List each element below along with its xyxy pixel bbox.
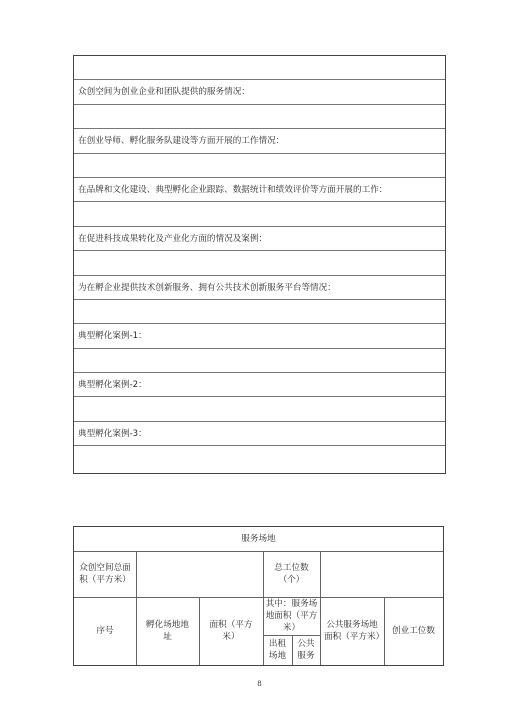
table-row: 在促进科技成果转化及产业化方面的情况及案例：: [74, 227, 445, 251]
service-venue-table: [73, 526, 444, 666]
col-rent-header: 出租场地: [268, 639, 287, 661]
table-row: 在创业导师、孵化服务队建设等方面开展的工作情况：: [74, 129, 445, 153]
col-address-header: 孵化场地地址: [146, 620, 189, 642]
table-row: 众创空间为创业企业和团队提供的服务情况：: [74, 80, 445, 104]
table-row: [74, 349, 445, 373]
col-area-header: 面积（平方米）: [209, 620, 253, 642]
table-row: 典型孵化案例-2：: [74, 373, 445, 397]
table-row: [74, 251, 445, 275]
table-row: [74, 56, 445, 80]
col-seq-header: 序号: [96, 626, 114, 636]
table-row: 在品牌和文化建设、典型孵化企业跟踪、数据统计和绩效评价等方面开展的工作：: [74, 178, 445, 202]
col-public-header: 公共服务: [297, 639, 315, 661]
table-row: [74, 446, 445, 473]
table-row: 为在孵企业提供技术创新服务、拥有公共技术创新服务平台等情况：: [74, 276, 445, 300]
table-row: [74, 105, 445, 129]
page-number: 8: [257, 680, 262, 688]
table-row: 典型孵化案例-3：: [74, 422, 445, 446]
total-area-label: 众创空间总面积（平方米）: [79, 563, 131, 585]
col-seats-header: 创业工位数: [392, 626, 435, 636]
work-report-table: [73, 55, 446, 474]
col-service-area-header: 其中：服务场地面积（平方米）: [265, 599, 318, 633]
venue-table-title: 服务场地: [241, 534, 276, 544]
total-seats-label: 总工位数（个）: [274, 563, 309, 585]
table-row: [74, 202, 445, 226]
table-row: [74, 397, 445, 421]
table-row: [74, 154, 445, 178]
table-row: [74, 300, 445, 324]
col-public-area-header: 公共服务场地面积（平方米）: [324, 620, 385, 642]
table-row: 典型孵化案例-1：: [74, 324, 445, 348]
